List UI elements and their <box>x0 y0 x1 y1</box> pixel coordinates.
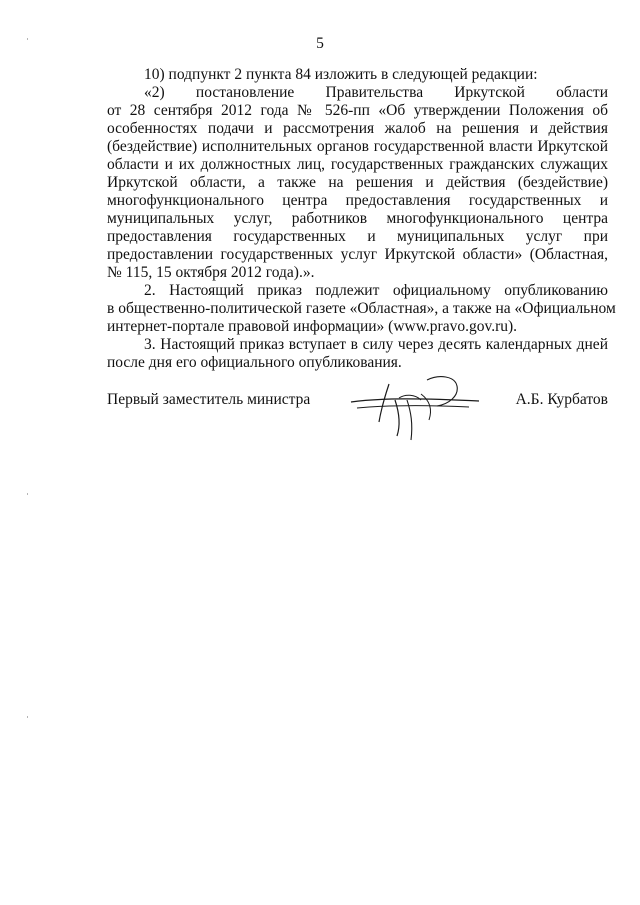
page-number: 5 <box>316 35 324 52</box>
text-line: в общественно-политической газете «Областная», а также на «Официальном <box>107 300 616 317</box>
text-line: предоставления государственных и муниципальных услуг при <box>107 228 608 245</box>
signature-block <box>107 389 608 429</box>
scan-margin-mark <box>27 716 28 718</box>
text-line: 3. Настоящий приказ вступает в силу через десять календарных дней <box>144 336 608 353</box>
text-line: 2. Настоящий приказ подлежит официальному опубликованию <box>144 282 608 299</box>
text-line: «2) постановление Правительства Иркутской области <box>144 84 608 101</box>
text-line: Иркутской области, а также на решения и действия (бездействие) <box>107 174 608 191</box>
text-line: от 28 сентября 2012 года № 526-пп «Об утверждении Положения об <box>107 102 608 119</box>
text-line: предоставлении государственных услуг Иркутской области» (Областная, <box>107 246 608 263</box>
text-line: (бездействие) исполнительных органов государственной власти Иркутской <box>107 138 608 155</box>
text-line: особенностях подачи и рассмотрения жалоб на решения и действия <box>107 120 608 137</box>
scan-margin-mark <box>27 38 28 40</box>
scan-margin-mark <box>27 493 28 495</box>
text-line: муниципальных услуг, работников многофункционального центра <box>107 210 608 227</box>
text-line: интернет-портале правовой информации» (www.pravo.gov.ru). <box>107 318 518 335</box>
signatory-name: А.Б. Курбатов <box>515 391 608 408</box>
handwritten-signature <box>339 372 489 444</box>
text-line: № 115, 15 октября 2012 года).». <box>107 264 315 281</box>
text-line: 10) подпункт 2 пункта 84 изложить в следующей редакции: <box>144 66 538 83</box>
text-line: после дня его официального опубликования. <box>107 354 402 371</box>
text-line: многофункционального центра предоставления государственных и <box>107 192 608 209</box>
signatory-title: Первый заместитель министра <box>107 391 311 408</box>
text-line: области и их должностных лиц, государственных гражданских служащих <box>107 156 608 173</box>
